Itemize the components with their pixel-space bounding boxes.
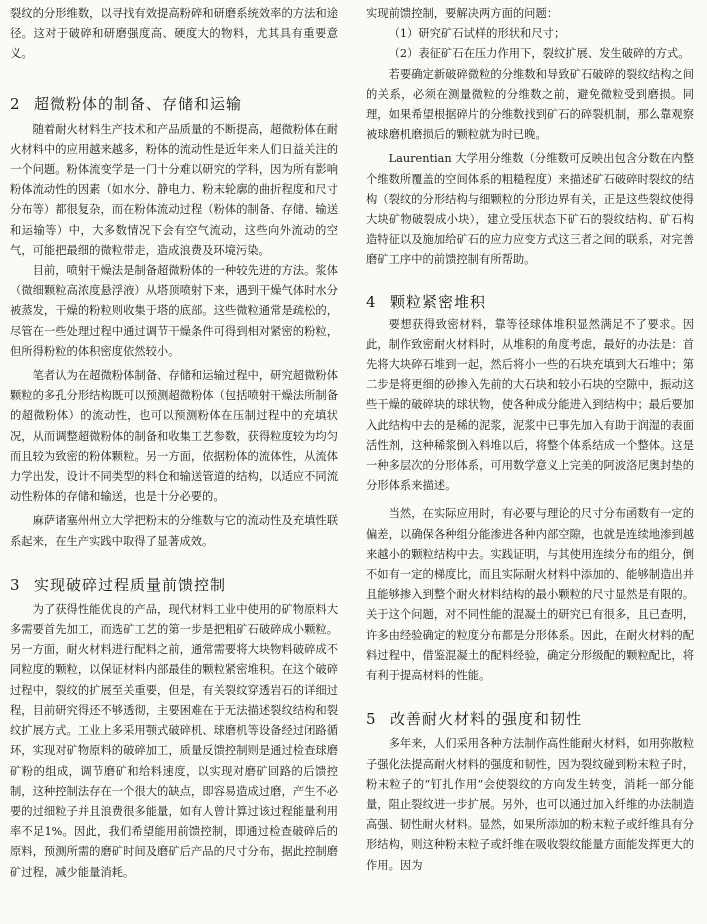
section-2-title: 超微粉体的制备、存储和运输 xyxy=(34,94,243,113)
section-4-paragraph-2: 当然，在实际应用时，有必要与理论的尺寸分布函数有一定的偏差，以确保各种组分能渗进各种内部空隙，也就是连续地渗到越来越小的颗粒结构中去。实践证明，与其使用连续分布的组分，倒不如有一定的梯度比，而且实际耐火材料中添加的、能够制造出并且能够掺入到整个耐火材料结构的最小颗粒的尺寸显然是有限的。关于这个问题，对不同性能的混凝土的研究已有很多，且已查明，许多由经验确定的粒度分布都是分形体系。因此，在耐火材料的配料过程中，借鉴混凝土的配料经验，确定分形级配的颗粒配比，将有利于提高材料的性能。 xyxy=(366,507,694,683)
section-3-title: 实现破碎过程质量前馈控制 xyxy=(34,575,227,594)
section-2-heading xyxy=(10,93,338,115)
feedforward-intro: 实现前馈控制，要解决两方面的问题： xyxy=(366,7,559,20)
section-5-number: 5 xyxy=(366,710,377,729)
intro-paragraph: 裂纹的分形维数，以寻找有效提高粉碎和研磨系统效率的方法和途径。这对于破碎和研磨强度高、硬度大的物料，尤其具有重要意义。 xyxy=(10,7,338,61)
section-4-paragraph-1: 要想获得致密材料，靠等径球体堆积显然满足不了要求。因此，制作致密耐火材料时，从堆积的角度考虑，最好的办法是：首先将大块碎石堆到一起，然后将小一些的石块充填到大石堆中；第二步是将更细的砂掺入先前的大石块和较小石块的空隙中，振动这些干燥的破碎块的球状物，使各种成分能进入到结构中；最后要加入此结构中去的是稀的泥浆，泥浆中已事先加入有助于润湿的表面活性剂，这种稀浆倒入料堆以后，将整个体系结成一个整体。这是一种多层次的分形体系，可用数学意义上完美的阿波洛尼奥封垫的分形体系来描述。 xyxy=(366,317,694,493)
section-4-title: 颗粒紧密堆积 xyxy=(390,292,487,311)
section-2-paragraph-3: 笔者认为在超微粉体制备、存储和运输过程中，研究超微粉体颗粒的多孔分形结构既可以预测超微粉体（包括喷射干燥法所制备的超微粉体）的流动性，也可以预测粉体在压制过程中的充填状况，从而调整超微粉体的制备和收集工艺参数，获得粒度较为均匀而且较为致密的粉体颗粒。另一方面，依据粉体的流体性，从流体力学出发，设计不同类型的料仓和输送管道的结构，以适应不同流动性粉体的存储和输送，也是十分必要的。 xyxy=(10,369,338,504)
section-5-title: 改善耐火材料的强度和韧性 xyxy=(390,710,583,729)
feedforward-item-1: （1）研究矿石试样的形状和尺寸； xyxy=(388,27,566,41)
feedforward-item-2: （2）表征矿石在压力作用下，裂纹扩展、发生破碎的方式。 xyxy=(388,47,690,61)
laurentian-paragraph: Laurentian 大学用分维数（分维数可反映出包含分数在内整个维数所覆盖的空间体系的粗糙程度）来描述矿石破碎时裂纹的结构（裂纹的分形结构与细颗粒的分形边界有关，正是这些裂纹使得大块矿物破裂成小块），建立受压状态下矿石的裂纹结构、矿石构造特征以及施加给矿石的应力应变方式这三者之间的联系，对完善磨矿工序中的前馈控制有所帮助。 xyxy=(366,152,694,267)
section-4-number: 4 xyxy=(366,292,377,311)
left-column xyxy=(10,4,338,883)
fractal-dimension-paragraph: 若要确定新破碎微粒的分维数和导致矿石破碎的裂纹结构之间的关系，必须在测量微粒的分维数之前，避免微粒受到磨损。同理，如果希望根据碎片的分维数找到矿石的碎裂机制，那么靠观察被球磨机磨损后的颗粒就为时已晚。 xyxy=(366,67,694,142)
section-3-heading xyxy=(10,574,338,596)
right-column xyxy=(366,4,694,876)
section-4-heading xyxy=(366,291,694,313)
section-5-heading xyxy=(366,708,694,730)
section-2-paragraph-4: 麻萨诸塞州州立大学把粉末的分维数与它的流动性及充填性联系起来，在生产实践中取得了显著成效。 xyxy=(10,514,338,548)
section-3-number: 3 xyxy=(10,575,21,594)
section-2-paragraph-2: 目前，喷射干燥法是制备超微粉体的一种较先进的方法。浆体（微细颗粒高浓度悬浮液）从塔顶喷射下来，遇到干燥气体时水分被蒸发，干燥的粉粒则收集于塔的底部。这些微粒通常是疏松的，尽管在一些处理过程中通过调节干燥条件可得到相对紧密的粉粒，但所得粉粒的体积密度依然较小。 xyxy=(10,264,338,358)
section-5-paragraph-1: 多年来，人们采用各种方法制作高性能耐火材料，如用弥散粒子强化法提高耐火材料的强度和韧性，因为裂纹碰到粉末粒子时，粉末粒子的“钉扎作用”会使裂纹的方向发生转变，消耗一部分能量，阻止裂纹进一步扩展。另外，也可以通过加入纤维的办法制造高强、韧性耐火材料。显然，如果所添加的粉末粒子或纤维具有分形结构，则这种粉末粒子或纤维在吸收裂纹能量方面能发挥更大的作用。因为 xyxy=(366,737,694,872)
section-2-number: 2 xyxy=(10,94,21,113)
section-3-paragraph-1: 为了获得性能优良的产品，现代材料工业中使用的矿物原料大多需要首先加工，而选矿工艺的第一步是把粗矿石破碎成小颗粒。另一方面，耐火材料进行配料之前，通常需要将大块物料破碎成不同粒度的颗粒，以保证材料内部最佳的颗粒紧密堆积。在这个破碎过程中，裂纹的扩展至关重要，但是，有关裂纹穿透岩石的详细过程，目前研究得还不够透彻，主要困难在于无法描述裂纹结构和裂纹扩展方式。工业上多采用颚式破碎机、球磨机等设备经过闭路循环，实现对矿物原料的破碎加工，质量反馈控制则是通过检查球磨矿粉的组成，调节磨矿和给料速度，以实现对磨矿回路的后馈控制，这种控制法存在一个很大的缺点，即容易造成过磨，产生不必要的过细粒子并且浪费很多能量，如有人曾计算过该过程能量利用率不足1%。因此，我们希望能用前馈控制，即通过检查破碎后的原料，预测所需的磨矿时间及磨矿后产品的尺寸分布，据此控制磨矿过程，减少能量消耗。 xyxy=(10,602,338,879)
section-2-paragraph-1: 随着耐火材料生产技术和产品质量的不断提高，超微粉体在耐火材料中的应用越来越多，粉体的流动性是近年来人们日益关注的一个问题。粉体流变学是一门十分难以研究的学科，因为所有影响粉体流动性的因素（如水分、静电力、粉末轮廓的曲折程度和尺寸分布等）都很复杂，而在粉体流动过程（粉体的制备、存储、输送和运输等）中，大多数情况下会有空气流动，这些向外流动的空气，可能把最细的微粒带走，造成浪费及环境污染。 xyxy=(10,122,338,257)
